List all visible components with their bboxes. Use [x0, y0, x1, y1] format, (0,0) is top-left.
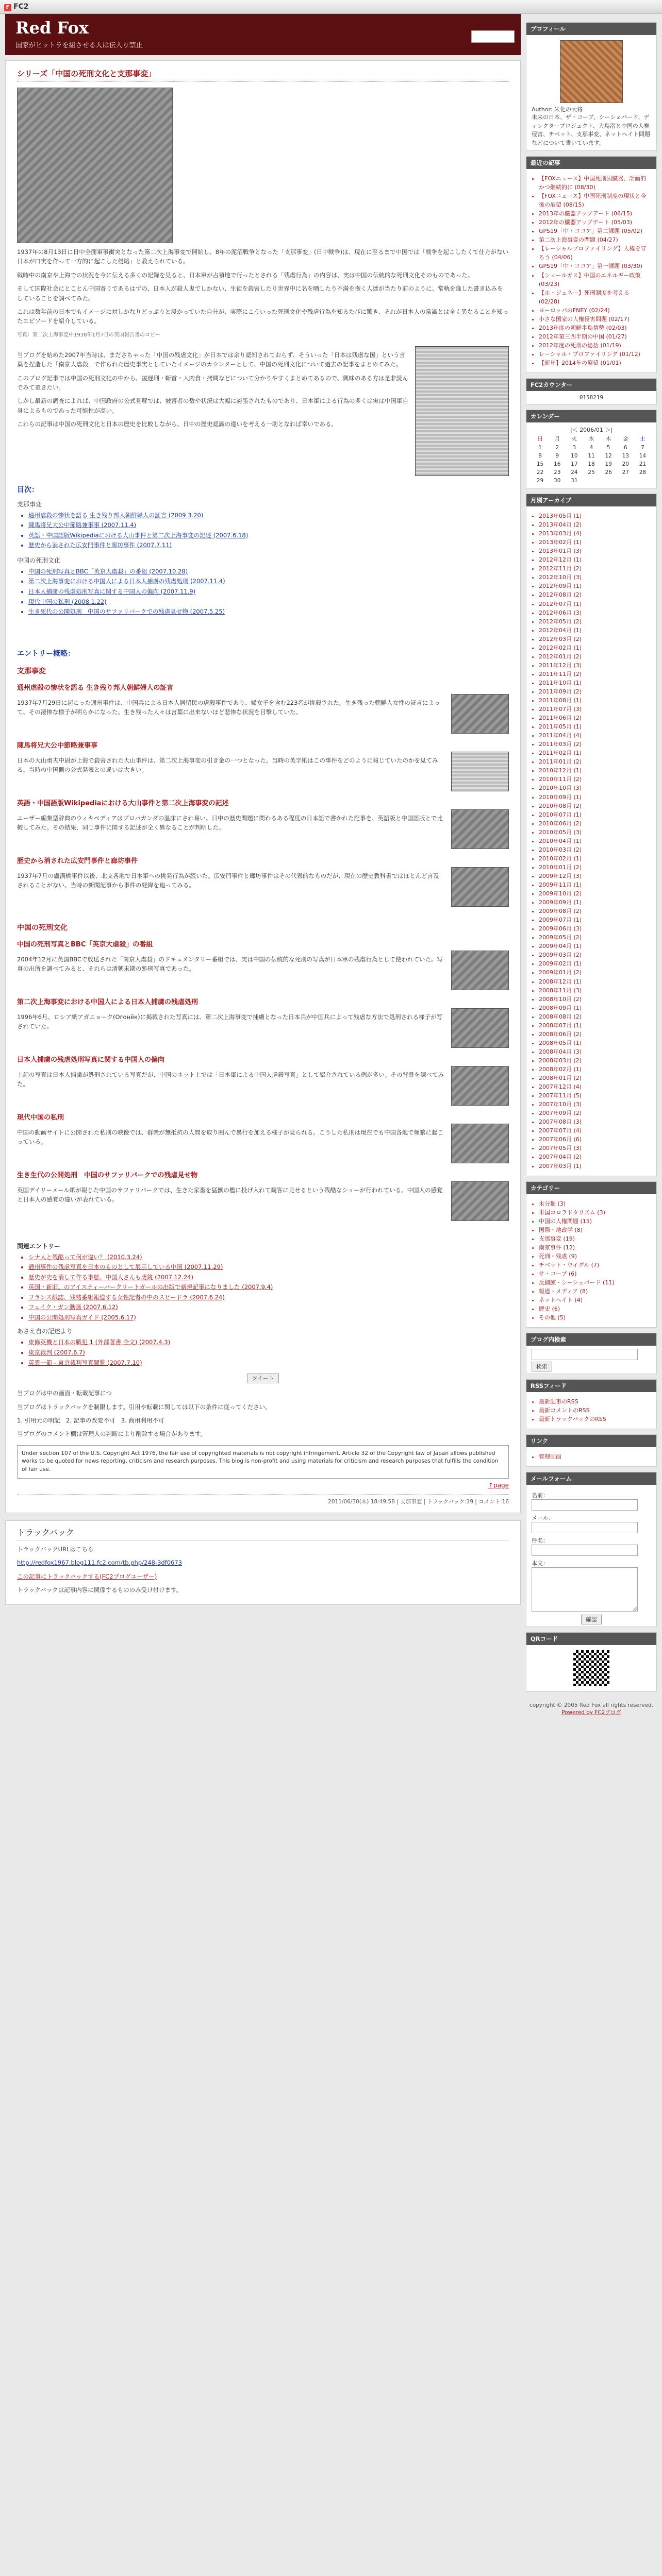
- article-title[interactable]: 第二次上海事変における中国人による日本人捕虜の残虐処刑: [17, 998, 198, 1006]
- article-thumbnail: [451, 867, 509, 907]
- archive-link[interactable]: • 2012年09月 (1): [539, 582, 651, 590]
- archive-link[interactable]: • 2008年01月 (2): [539, 1074, 651, 1082]
- recent-entry-link[interactable]: • GPS19「中・ココア」第一課題 (03/30): [539, 262, 651, 270]
- archive-link[interactable]: • 2007年11月 (5): [539, 1091, 651, 1100]
- cal-day: 8: [538, 453, 542, 460]
- toc-link[interactable]: • 歴史から消された広安門事件と廊坊事件 (2007.7.11): [28, 540, 509, 551]
- link-heading: リンク: [526, 1435, 656, 1447]
- archive-link[interactable]: • 2010年11月 (2): [539, 775, 651, 784]
- subject-label: 件名：: [532, 1537, 549, 1545]
- archive-link[interactable]: • 2011年09月 (2): [539, 687, 651, 696]
- archive-link[interactable]: • 2011年10月 (1): [539, 679, 651, 687]
- related-link[interactable]: • 中国の公開処刑写真ガイド (2005.6.17): [28, 1313, 509, 1323]
- note: 当ブログは中の画面・転載記事につ: [17, 1389, 112, 1397]
- cal-day: [634, 477, 651, 485]
- archive-link[interactable]: • 2008年11月 (3): [539, 986, 651, 995]
- recent-entry-link[interactable]: • 第二次上海事変の問題 (04/27): [539, 235, 651, 244]
- cal-day: 2: [555, 445, 559, 451]
- trackback-heading: トラックバック: [17, 1526, 509, 1540]
- cal-day: 27: [622, 469, 629, 476]
- archive-link[interactable]: • 2007年09月 (2): [539, 1109, 651, 1117]
- archive-link[interactable]: • 2011年08月 (1): [539, 696, 651, 705]
- toc-link[interactable]: • 第二次上海事変における中国人による日本人捕虜の残虐処刑 (2007.11.4): [28, 577, 509, 587]
- ref-link[interactable]: • 東京裁判 (2007.6.7): [28, 1348, 509, 1358]
- qr-heading: QRコード: [526, 1633, 656, 1645]
- cal-day: 23: [554, 469, 561, 476]
- article-summary: 英国デイリーメール紙が報じた中国のサファリパークでは、生きた家畜を猛獣の檻に投げ入れて観客に見せるという残酷なショーが行われている。中国人の感覚と日本人の感覚の違いが表れている。: [17, 1186, 443, 1204]
- archive-link[interactable]: • 2010年05月 (3): [539, 828, 651, 837]
- calendar-month-nav[interactable]: |＜ 2006/01 ＞|: [570, 427, 613, 434]
- cal-day: 17: [571, 461, 578, 468]
- entry-footer: 2011/06/30(木) 18:49:58 | 支那事変 | トラックバック:19 | コメント:16: [17, 1494, 509, 1505]
- archive-link[interactable]: • 2009年01月 (2): [539, 968, 651, 977]
- profile-box: [526, 22, 657, 151]
- archive-link[interactable]: • 2009年09月 (1): [539, 898, 651, 907]
- cal-day: 19: [605, 461, 612, 468]
- toc-group2-label: 中国の死刑文化: [17, 556, 61, 564]
- category-link[interactable]: • 未分類 (3): [539, 1199, 651, 1208]
- powered-by-link[interactable]: Powered by FC2ブログ: [561, 1709, 621, 1716]
- archive-link[interactable]: • 2012年05月 (2): [539, 617, 651, 626]
- trackback-note: トラックバックは記事内容に関係するもののみ受け付けます。: [17, 1586, 183, 1594]
- archive-link[interactable]: • 2013年02月 (1): [539, 538, 651, 547]
- archive-link[interactable]: • 2010年08月 (2): [539, 802, 651, 810]
- cal-day: 31: [571, 478, 578, 484]
- section-heading: 中国の死刑文化: [17, 923, 68, 932]
- category-link[interactable]: • 南京事件 (12): [539, 1243, 651, 1252]
- trackback-url[interactable]: http://redfox1967.blog111.fc2.com/tb.php/248-3df0673: [17, 1559, 183, 1567]
- calendar-heading: カレンダー: [526, 410, 656, 422]
- blog-description: 国家がヒットラを組させる人は伝入り禁止: [15, 42, 143, 49]
- category-link[interactable]: • 中国の人権問題 (15): [539, 1217, 651, 1226]
- article-title[interactable]: 日本人捕虜の残虐処刑写真に関する中国人の偏向: [17, 1056, 165, 1064]
- article-title[interactable]: 中国の死刑写真とBBC「英京大虐殺」の番組: [17, 940, 153, 948]
- para2-p3: しかし最新の調査によれば、中国政府の公式見解では、被害者の数や状況は大幅に誇張されたものであり、日本軍による行為の多くは実は中国軍自身によるものであった可能性が高い。: [17, 397, 408, 414]
- refs-list: [28, 1337, 509, 1368]
- article-summary: 1996年6月、ロシア紙アガニョーク(Огонёк)に掲載された写真には、第二次上海事変で捕虜となった日本兵が中国兵によって残虐な方法で処刑される様子が写されていた。: [17, 1013, 443, 1030]
- article-thumbnail: [451, 1124, 509, 1163]
- cal-day: 29: [536, 478, 544, 484]
- cal-weekday: 水: [588, 436, 594, 443]
- recent-entry-link[interactable]: • ヨーロッパのFNEY (02/24): [539, 306, 651, 315]
- rss-heading: RSSフィード: [526, 1380, 656, 1392]
- article-title[interactable]: 歴史から消された広安門事件と廊坊事件: [17, 857, 138, 865]
- toc-link[interactable]: • 日本人捕虜の残虐処刑写真に関する中国人の偏向 (2007.11.9): [28, 587, 509, 597]
- profile-name: Author: 朱化の大将: [532, 106, 583, 113]
- archive-link[interactable]: • 2012年10月 (3): [539, 573, 651, 582]
- archive-link[interactable]: • 2012年08月 (2): [539, 590, 651, 599]
- toc-link[interactable]: • 英語・中国語版Wikipediaにおける大山事件と第二次上海事変の記述 (2007.6.18): [28, 531, 509, 541]
- para2-p2: このブログ記事では中国の死刑文化の中から、凌遅刑・斬首・人肉食・拷問などについて分かりやすくまとめてあるので、興味のある方は是非読んでみて頂きたい。: [17, 374, 408, 391]
- cal-weekday: 月: [554, 436, 560, 443]
- cal-day: 25: [588, 469, 595, 476]
- newspaper-image: [415, 346, 509, 476]
- profile-text: 未来の日本、ザ・コーブ、シーシェパード、ディレクタープロジェクト、大島渚と中国の人権侵害、チベット、支那事変、ネットヘイト問題などについて書いています。: [532, 114, 651, 146]
- cal-weekday: 金: [623, 436, 628, 443]
- rss-link[interactable]: • 最新記事のRSS: [539, 1397, 651, 1406]
- related-link[interactable]: • 英国・新旧、のアイスティーパークリートガールの出版で新規記事になりました (2007.9.4): [28, 1282, 509, 1293]
- archive-link[interactable]: • 2007年03月 (1): [539, 1162, 651, 1171]
- archive-heading: 月別アーカイブ: [526, 494, 656, 506]
- main-column: [0, 14, 521, 1716]
- toc-list-1: [28, 511, 509, 551]
- recent-entry-link[interactable]: • 2012年第三四半期の中国 (01/27): [539, 332, 651, 341]
- rss-link[interactable]: • 最新コメントのRSS: [539, 1406, 651, 1415]
- trackback-url-label: トラックバックURLはこちら: [17, 1545, 94, 1553]
- archive-link[interactable]: • 2013年01月 (3): [539, 547, 651, 555]
- archive-link[interactable]: • 2011年02月 (1): [539, 749, 651, 757]
- archive-link[interactable]: • 2010年09月 (1): [539, 793, 651, 802]
- category-heading: カテゴリー: [526, 1182, 656, 1194]
- cal-day: 13: [622, 453, 629, 460]
- related-link[interactable]: • シナ人と残酷って何が違い？ (2010.3.24): [28, 1252, 509, 1263]
- entry-main-photo: [17, 88, 173, 243]
- cal-day: 12: [605, 453, 612, 460]
- archive-link[interactable]: • 2012年01月 (2): [539, 652, 651, 661]
- cal-day: 3: [572, 445, 576, 451]
- cal-day: [617, 477, 634, 485]
- archive-link[interactable]: • 2009年11月 (1): [539, 880, 651, 889]
- sidebar: [526, 14, 657, 1716]
- archive-link[interactable]: • 2011年12月 (3): [539, 661, 651, 670]
- profile-heading: プロフィール: [526, 23, 656, 35]
- category-box: [526, 1181, 657, 1328]
- note: 1. 引用元の明記 2. 記事の改変不可 3. 商用利用不可: [17, 1416, 164, 1424]
- intro-p2: 戦時中の南京や上海での状況を今に伝える多くの記録を見ると、日本軍が占領地で行ったとされる「残虐行為」の内容は、実は中国の伝統的な死刑文化そのものであった。: [17, 271, 474, 279]
- archive-link[interactable]: • 2011年01月 (2): [539, 757, 651, 766]
- recent-entry-link[interactable]: • 2013年度の朝鮮半島情勢 (02/03): [539, 324, 651, 332]
- archive-link[interactable]: • 2011年11月 (2): [539, 670, 651, 679]
- category-link[interactable]: • チベット・ウイグル (7): [539, 1261, 651, 1269]
- mail-form-box: [526, 1472, 657, 1627]
- archive-link[interactable]: • 2008年07月 (1): [539, 1021, 651, 1030]
- intro-p1: 1937年の8月13日に日中全面軍事衝突となった第二次上海事変で開始し、8年の泥沼戦争となった「支那事変」(日中戦争)は、現在に至るまで中国では「戦争を起こしたくて仕方がない日本が口実を作って一方的に起こした侵略」と教えられている。: [17, 248, 508, 265]
- category-link[interactable]: • ネットヘイト (4): [539, 1296, 651, 1304]
- cal-day: 14: [639, 453, 647, 460]
- archive-link[interactable]: • 2009年02月 (1): [539, 959, 651, 968]
- category-link[interactable]: • 米国コロラドタリズム (3): [539, 1208, 651, 1217]
- visitor-counter: 0158219: [579, 394, 604, 401]
- body-field[interactable]: [532, 1567, 638, 1612]
- cal-day: 20: [622, 461, 629, 468]
- archive-link[interactable]: • 2007年08月 (3): [539, 1117, 651, 1126]
- cal-weekday: 木: [605, 436, 611, 443]
- photo-caption: 写真：第二次上海事変中1938年1月7日の英国報告書のコピー: [17, 332, 160, 338]
- category-link[interactable]: • 報道・メディア (8): [539, 1287, 651, 1296]
- fc2-logo[interactable]: F FC2: [4, 3, 29, 11]
- archive-link[interactable]: • 2007年05月 (3): [539, 1144, 651, 1153]
- cal-day: 15: [536, 461, 544, 468]
- cal-day: [583, 477, 600, 485]
- cal-day: 21: [639, 461, 647, 468]
- article-title[interactable]: 陳馬将兄大公中節略兼事事: [17, 741, 98, 750]
- recent-entry-link[interactable]: • 【レーシャルプロファイリング】人権を守ろう (04/06): [539, 244, 651, 262]
- counter-heading: FC2カウンター: [526, 379, 656, 391]
- cal-day: [600, 477, 617, 485]
- cal-day: 9: [555, 453, 559, 460]
- mail-form-heading: メールフォーム: [526, 1472, 656, 1485]
- search-input[interactable]: [532, 1349, 638, 1360]
- search-heading: ブログ内検索: [526, 1333, 656, 1346]
- link-box: [526, 1434, 657, 1467]
- archive-link[interactable]: • 2010年10月 (3): [539, 784, 651, 792]
- article-summary: 中国の動画サイトに公開された私刑の映像では、群衆が無抵抗の人間を取り囲んで暴行を加える様子が見られる。こうした私刑は現在でも中国各地で頻繁に起こっている。: [17, 1128, 444, 1146]
- article-title[interactable]: 英語・中国語版Wikipediaにおける大山事件と第二次上海事変の記述: [17, 799, 229, 807]
- article-summary: 日本の大山勇夫中尉が上海で殺害された大山事件は、第二次上海事変の引き金の一つとなった。当時の英字紙はこの事件をどのように報じていたのかを見てみる。当時の中国側の公式発表との違いは大きい。: [17, 756, 438, 774]
- archive-link[interactable]: • 2013年04月 (2): [539, 520, 651, 529]
- recent-entry-link[interactable]: • 【シェールガス】中国のエネルギー政策 (03/23): [539, 271, 651, 289]
- cal-day: 30: [554, 478, 561, 484]
- article-thumbnail: [451, 809, 509, 849]
- recent-entry-link[interactable]: • 小さな国家の人権侵害問題 (02/17): [539, 315, 651, 324]
- article-thumbnail: [451, 694, 509, 734]
- archive-box: [526, 494, 657, 1176]
- archive-link[interactable]: • 2008年10月 (2): [539, 995, 651, 1004]
- article-title[interactable]: 通州虐殺の惨状を語る 生き残り邦人朝鮮婦人の証言: [17, 684, 174, 692]
- article-thumbnail: [451, 1008, 509, 1048]
- article-title[interactable]: 生き生代の公開処刑 中国のサファリパークでの残虐見せ物: [17, 1171, 198, 1179]
- archive-link[interactable]: • 2009年04月 (1): [539, 942, 651, 951]
- archive-link[interactable]: • 2009年05月 (2): [539, 933, 651, 942]
- article-thumbnail: [451, 1181, 509, 1221]
- related-link[interactable]: • 歴史が史を消して作る事態、中国人さんも凄鏡 (2007.12.24): [28, 1273, 509, 1283]
- article-summary: ユーザー編集型辞典のウィキペディアはプロパガンダの温床にされ易い。日中の歴史問題に関わるある程度の日本語で書かれた記事を、英語版と中国語版とで比較してみた。その結果、同じ事件に関する記述が全く異なることが判明した。: [17, 814, 443, 832]
- category-list: [539, 1199, 651, 1323]
- blog-header: [5, 14, 521, 55]
- archive-link[interactable]: • 2008年12月 (1): [539, 977, 651, 986]
- ref-link[interactable]: • 東條英機と日本の戦犯 1 (外部著書 全文) (2007.4.3): [28, 1337, 509, 1348]
- recent-entry-link[interactable]: • 【新年】2014年の展望 (01/01): [539, 359, 651, 367]
- recent-entry-link[interactable]: • GPS19「中・ココア」第二課題 (05/02): [539, 227, 651, 235]
- intro-p4: これは数年前の日本でもイメージに対しかなりどっぷりと浸かっていた自分が、実際にこういった死刑文化や残虐行為を知るたびに驚き、それが日本人の常識とは全く異なることを知ったエピソードを紹介している。: [17, 308, 509, 325]
- cal-day: 16: [554, 461, 561, 468]
- search-button[interactable]: 検索: [532, 1362, 552, 1371]
- archive-link[interactable]: • 2012年12月 (1): [539, 555, 651, 564]
- archive-link[interactable]: • 2010年12月 (1): [539, 766, 651, 775]
- archive-link[interactable]: • 2009年03月 (2): [539, 951, 651, 959]
- archive-link[interactable]: • 2010年01月 (2): [539, 863, 651, 872]
- subject-field[interactable]: [532, 1545, 638, 1556]
- cal-day: 7: [641, 445, 644, 451]
- cal-weekday: 日: [537, 436, 543, 443]
- recent-heading: 最近の記事: [526, 157, 656, 169]
- archive-link[interactable]: • 2009年06月 (3): [539, 924, 651, 933]
- article-summary: 1937年7月29日に起こった通州事件は、中国兵による日本人居留民の虐殺事件であり、婦女子を含む223名が惨殺された。生き残った朝鮮人女性の証言によって、その凄惨な様子が明らかになった。生き残った人々は言葉に出来ないほど悲惨な状況を目撃していた。: [17, 699, 440, 716]
- summary-heading: エントリー概略：: [17, 649, 75, 658]
- cal-day: 1: [538, 445, 542, 451]
- cal-day: 22: [536, 469, 544, 476]
- toc-link[interactable]: • 陳馬将兄大公中節略兼事事 (2007.11.4): [28, 520, 509, 531]
- category-link[interactable]: • サ・コーブ (6): [539, 1269, 651, 1278]
- cal-day: 10: [571, 453, 578, 460]
- page-top-link[interactable]: ↑page: [488, 1481, 509, 1489]
- category-link[interactable]: • その他 (5): [539, 1313, 651, 1322]
- archive-link[interactable]: • 2012年06月 (3): [539, 608, 651, 617]
- toc-heading: 目次：: [17, 485, 39, 494]
- related-list: [28, 1252, 509, 1323]
- note: 当ブログのコメント欄は管理人の判断により削除する場合があります。: [17, 1430, 207, 1438]
- cal-weekday: 土: [640, 436, 646, 443]
- archive-link[interactable]: • 2008年06月 (2): [539, 1030, 651, 1039]
- section-heading: 支那事変: [17, 667, 46, 675]
- archive-link[interactable]: • 2008年02月 (1): [539, 1065, 651, 1074]
- cal-day: 11: [588, 453, 595, 460]
- confirm-button[interactable]: 確認: [581, 1615, 602, 1624]
- search-box: [526, 1333, 657, 1374]
- cal-day: 6: [623, 445, 627, 451]
- archive-link[interactable]: • 2012年11月 (2): [539, 564, 651, 573]
- calendar-box: [526, 410, 657, 488]
- archive-link[interactable]: • 2007年12月 (4): [539, 1082, 651, 1091]
- recent-entry-link[interactable]: • 2012年度の死刑の総括 (01/19): [539, 341, 651, 350]
- entry-title[interactable]: シリーズ「中国の死刑文化と支那事変」: [17, 68, 509, 81]
- name-label: 名前：: [532, 1492, 549, 1499]
- profile-avatar: [560, 40, 623, 103]
- related-link[interactable]: • フェイク・ガン動画 (2007.6.12): [28, 1302, 509, 1313]
- archive-link[interactable]: • 2013年03月 (4): [539, 529, 651, 538]
- cal-day: 4: [589, 445, 593, 451]
- toc-list-2: [28, 567, 509, 617]
- archive-link[interactable]: • 2009年12月 (3): [539, 872, 651, 880]
- cal-day: 26: [605, 469, 612, 476]
- toc-link[interactable]: • 通州虐殺の惨状を語る 生き残り邦人朝鮮婦人の証言 (2009.3.20): [28, 511, 509, 521]
- article-summary: 2004年12月に英国BBCで放送された「南京大虐殺」のドキュメンタリー番組では、実は中国の伝統的な死刑の写真が日本軍の残虐行為として使われていた。写真の出所を調べてみると、それらは清朝末期の処刑写真であった。: [17, 955, 443, 973]
- related-heading: 関連エントリー: [17, 1242, 61, 1250]
- article-summary: 上記の写真は日本人捕虜が処刑されている写真だが、中国のネット上では「日本軍による中国人虐殺写真」として紹介されている例が多い。その背景を調べてみた。: [17, 1071, 444, 1088]
- email-field[interactable]: [532, 1522, 638, 1533]
- archive-link[interactable]: • 2008年09月 (1): [539, 1004, 651, 1012]
- archive-link[interactable]: • 2011年04月 (4): [539, 731, 651, 740]
- body-label: 本文：: [532, 1560, 549, 1567]
- cal-day: 28: [639, 469, 647, 476]
- recent-entry-link[interactable]: • レーシャル・プロファイリング (01/12): [539, 350, 651, 359]
- archive-link[interactable]: • 2008年04月 (3): [539, 1047, 651, 1056]
- blog-title[interactable]: Red Fox: [15, 18, 89, 38]
- archive-link[interactable]: • 2012年03月 (2): [539, 635, 651, 643]
- recent-entry-link[interactable]: • 2012年の臓器アップデート (05/03): [539, 218, 651, 227]
- tweet-button[interactable]: ツイート: [247, 1374, 278, 1383]
- category-link[interactable]: • 歴史 (6): [539, 1304, 651, 1313]
- archive-link[interactable]: • 2007年06月 (6): [539, 1135, 651, 1144]
- archive-link[interactable]: • 2007年04月 (2): [539, 1153, 651, 1161]
- archive-link[interactable]: • 2011年03月 (2): [539, 740, 651, 749]
- fair-use-notice: Under section 107 of the U.S. Copyright Act 1976, the fair use of copyrighted materials is not copyright infringement. Article 32 of the Copyright law of Japan allows published works to be quoted for news reporting, criticism and research purposes. This blog is non-profit and using materials for criticism and research purposes that fulfills the condition of fair use.: [17, 1445, 509, 1479]
- mail-label: メール：: [532, 1515, 554, 1522]
- cal-day: 24: [571, 469, 578, 476]
- para2-p4: これらの記事は中国の死刑文化と日本の歴史を比較しながら、日中の歴史認識の違いを考える一助となれば幸いである。: [17, 420, 337, 428]
- refs-heading: あさえ自の記述より: [17, 1328, 73, 1335]
- recent-entry-link[interactable]: • 【FOXニュース】中国死刑制度の現状と今後の展望 (08/15): [539, 192, 651, 209]
- cal-day: 5: [606, 445, 610, 451]
- archive-link[interactable]: • 2012年07月 (1): [539, 600, 651, 608]
- archive-link[interactable]: • 2009年10月 (2): [539, 889, 651, 898]
- category-link[interactable]: • 死刑・残虐 (9): [539, 1252, 651, 1261]
- copyright: copyright © 2005 Red Fox all rights reserved.: [529, 1702, 654, 1709]
- recent-entries-box: [526, 156, 657, 373]
- archive-link[interactable]: • 2010年02月 (1): [539, 854, 651, 863]
- archive-link[interactable]: • 2011年06月 (2): [539, 714, 651, 722]
- article-title[interactable]: 現代中国の私刑: [17, 1113, 64, 1122]
- category-link[interactable]: • 国際・地政学 (8): [539, 1226, 651, 1234]
- archive-list: [539, 512, 651, 1171]
- related-link[interactable]: • 通州事件の残虐写真を日本のものとして展示している中国 (2007.11.29): [28, 1262, 509, 1273]
- article-thumbnail: [451, 1066, 509, 1106]
- archive-link[interactable]: • 2008年08月 (2): [539, 1012, 651, 1021]
- archive-link[interactable]: • 2008年03月 (2): [539, 1056, 651, 1065]
- related-link[interactable]: • フランス紙誌、残酷番組報道する女性記者の中のスピードラ (2007.6.24): [28, 1293, 509, 1303]
- archive-link[interactable]: • 2008年05月 (1): [539, 1039, 651, 1047]
- category-link[interactable]: • 支那事変 (19): [539, 1234, 651, 1243]
- archive-link[interactable]: • 2011年07月 (3): [539, 705, 651, 714]
- archive-link[interactable]: • 2010年07月 (1): [539, 810, 651, 819]
- blog-edit-link[interactable]: ブログの編集: [471, 30, 515, 43]
- cal-day: 18: [588, 461, 595, 468]
- fc2-header-bar: [0, 0, 662, 14]
- trackback-fc2-link[interactable]: この記事にトラックバックする(FC2ブログユーザー): [17, 1572, 157, 1580]
- toc-link[interactable]: • 生き死代の公開処刑 中国のサファリパークでの残虐見せ物 (2007.5.25): [28, 607, 509, 617]
- trackback-section: [5, 1520, 521, 1605]
- archive-link[interactable]: • 2010年04月 (1): [539, 837, 651, 845]
- archive-link[interactable]: • 2007年10月 (3): [539, 1100, 651, 1109]
- article-thumbnail: [451, 752, 509, 791]
- note: 当ブログはトラックバックを制限します。引用や転載に関しては以下の条件に従ってください。: [17, 1403, 271, 1411]
- archive-link[interactable]: • 2011年05月 (1): [539, 722, 651, 731]
- article-thumbnail: [451, 951, 509, 990]
- calendar-grid: [532, 434, 651, 485]
- article-summary: 1937年7月の盧溝橋事件以後、北支各地で日本軍への挑発行為が続いた。広安門事件と廊坊事件はその代表的なものだが、現在の歴史教科書ではほとんど言及されることがない。当時の新聞記事から事件の経緯を追ってみる。: [17, 872, 439, 889]
- category-link[interactable]: • 反捕鯨・シーシェパード (11): [539, 1278, 651, 1287]
- recent-entry-link[interactable]: • 【ホ・ジュネー】死刑制度を考える (02/28): [539, 289, 651, 306]
- archive-link[interactable]: • 2009年07月 (1): [539, 916, 651, 924]
- archive-link[interactable]: • 2007年07月 (4): [539, 1126, 651, 1135]
- archive-link[interactable]: • 2009年08月 (2): [539, 907, 651, 916]
- ref-link[interactable]: • 英霊一節 - 東京裁判写真閲覧 (2007.7.10): [28, 1358, 509, 1368]
- archive-link[interactable]: • 2012年04月 (1): [539, 626, 651, 635]
- entry: [5, 60, 521, 1513]
- toc-link[interactable]: • 中国の死刑写真とBBC「英京大虐殺」の番組 (2007.10.28): [28, 567, 509, 577]
- name-field[interactable]: [532, 1499, 638, 1511]
- toc-group1-label: 支那事変: [17, 500, 42, 508]
- recent-entry-link[interactable]: • 【FOXニュース】中国死刑囚臓器、計画的かつ継続的に (08/30): [539, 174, 651, 192]
- counter-box: [526, 378, 657, 404]
- admin-link[interactable]: • 管理画面: [539, 1452, 651, 1461]
- rss-link[interactable]: • 最新トラックバックのRSS: [539, 1415, 651, 1423]
- para2-p1: 当ブログを始めた2007年当時は、まださちゃった「中国の残虐文化」が日本では余り認知されておらず、そういった「日本は残虐な国」という言葉を捏造した「南京大虐殺」で作られた歴史事実としていたイメージのカウンターとして、中国の死刑文化について過去の記事をまとめてみた。: [17, 351, 405, 368]
- qr-code-image: [573, 1650, 609, 1686]
- cal-weekday: 火: [571, 436, 577, 443]
- recent-entry-link[interactable]: • 2013年の臓器アップデート (06/15): [539, 209, 651, 218]
- archive-link[interactable]: • 2013年05月 (1): [539, 512, 651, 520]
- archive-link[interactable]: • 2010年03月 (2): [539, 845, 651, 854]
- toc-link[interactable]: • 現代中国の私刑 (2008.1.22): [28, 597, 509, 607]
- qr-box: [526, 1632, 657, 1692]
- rss-box: [526, 1379, 657, 1429]
- intro-p3: そして国際社会にとことん中国寄りであるはずの、日本人が殺人鬼でしかない、生徒を殺害したり世界中に名を晒したり不満を抱く人達が当たり前のように、常軌を逸した書き込みをしていることを調べてみた。: [17, 285, 503, 302]
- archive-link[interactable]: • 2010年06月 (2): [539, 819, 651, 828]
- archive-link[interactable]: • 2012年02月 (1): [539, 643, 651, 652]
